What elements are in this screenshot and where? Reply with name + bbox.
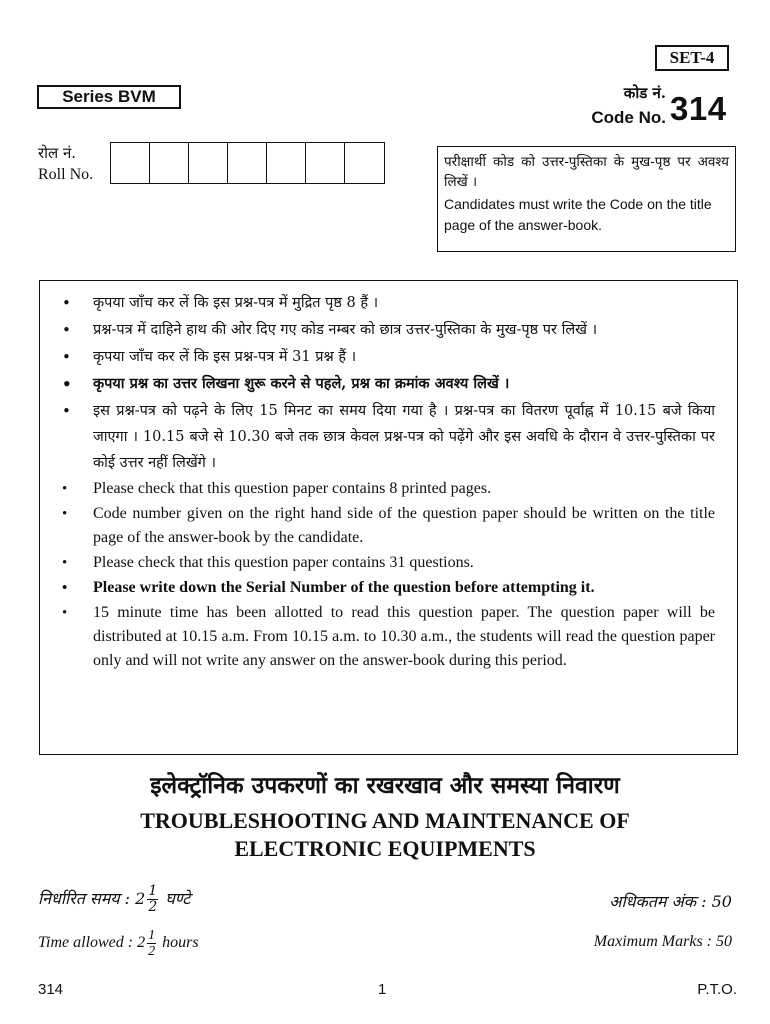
instruction-item: • Please check that this question paper contains 8 printed pages. xyxy=(93,477,715,501)
maximum-marks-hindi: अधिकतम अंक : 50 xyxy=(609,892,732,911)
instruction-item: • Please check that this question paper contains 31 questions. xyxy=(93,551,715,575)
footer-pto: P.T.O. xyxy=(697,981,737,998)
subject-title-english-line1: TROUBLESHOOTING AND MAINTENANCE OF xyxy=(140,808,630,833)
roll-number-cell[interactable] xyxy=(150,143,189,183)
maximum-marks-english: Maximum Marks : 50 xyxy=(593,933,732,950)
series-box: Series BVM xyxy=(37,85,181,109)
time-english-suffix: hours xyxy=(162,934,199,952)
fraction-half xyxy=(147,928,156,959)
code-label-hindi: कोड नं. xyxy=(623,84,666,102)
time-allowed-english xyxy=(38,928,199,959)
roll-number-boxes[interactable] xyxy=(110,142,385,184)
code-instruction-box xyxy=(437,146,736,252)
roll-number-cell[interactable] xyxy=(189,143,228,183)
instruction-item: • प्रश्न-पत्र में दाहिने हाथ की ओर दिए गए कोड नम्बर को छात्र उत्तर-पुस्तिका के मुख-पृष्ठ पर लिखें । xyxy=(93,317,715,343)
instructions-box xyxy=(39,280,738,755)
code-note-english: Candidates must write the Code on the title page of the answer-book. xyxy=(444,196,712,233)
instruction-item: • 15 minute time has been allotted to read this question paper. The question paper will be distributed at 10.15 a.m. From 10.15 a.m. to 10.30 a.m., the students will read the question paper only and will not write any answer on the answer-book during this period. xyxy=(93,601,715,673)
instruction-item: • कृपया जाँच कर लें कि इस प्रश्न-पत्र में 31 प्रश्न हैं । xyxy=(93,344,715,370)
code-note-hindi: परीक्षार्थी कोड को उत्तर-पुस्तिका के मुख-पृष्ठ पर अवश्य लिखें । xyxy=(444,154,729,190)
time-allowed-hindi xyxy=(38,884,190,915)
fraction-half xyxy=(147,884,158,915)
roll-number-cell[interactable] xyxy=(306,143,345,183)
roll-number-cell[interactable] xyxy=(111,143,150,183)
code-number: 314 xyxy=(670,90,727,127)
footer-code: 314 xyxy=(38,981,64,998)
fraction-denominator: 2 xyxy=(148,899,158,915)
set-number-box: SET-4 xyxy=(655,45,729,71)
roll-label-hindi: रोल नं. xyxy=(38,144,77,162)
instruction-item: • कृपया जाँच कर लें कि इस प्रश्न-पत्र में मुद्रित पृष्ठ 8 हैं । xyxy=(93,290,715,316)
roll-number-cell[interactable] xyxy=(267,143,306,183)
fraction-numerator: 1 xyxy=(148,883,158,899)
time-hindi-suffix: घण्टे xyxy=(165,889,191,908)
roll-label-english: Roll No. xyxy=(38,166,94,183)
footer-page-number: 1 xyxy=(378,981,387,998)
roll-number-cell[interactable] xyxy=(345,143,384,183)
instruction-item: • Please write down the Serial Number of the question before attempting it. xyxy=(93,576,715,600)
code-label-english: Code No. xyxy=(591,108,666,127)
instruction-item: • Code number given on the right hand side of the question paper should be written on the title page of the answer-book by the candidate. xyxy=(93,502,715,550)
time-hindi-prefix: निर्धारित समय : 2 xyxy=(38,889,146,908)
fraction-denominator: 2 xyxy=(148,944,156,959)
roll-number-cell[interactable] xyxy=(228,143,267,183)
fraction-numerator: 1 xyxy=(148,928,156,943)
subject-title-english-line2: ELECTRONIC EQUIPMENTS xyxy=(234,836,536,861)
instructions-list xyxy=(40,281,737,673)
time-english-prefix: Time allowed : 2 xyxy=(38,934,146,952)
instruction-item: • कृपया प्रश्न का उत्तर लिखना शुरू करने से पहले, प्रश्न का क्रमांक अवश्य लिखें । xyxy=(93,371,715,397)
instruction-item: • इस प्रश्न-पत्र को पढ़ने के लिए 15 मिनट का समय दिया गया है । प्रश्न-पत्र का वितरण पूर्वाह्न में 10.15 बजे किया जाएगा । 10.15 बजे से 10.30 बजे तक छात्र केवल प्रश्न-पत्र को पढ़ेंगे और इस अवधि के दौरान वे उत्तर-पुस्तिका पर कोई उत्तर नहीं लिखेंगे । xyxy=(93,398,715,476)
subject-title-hindi: इलेक्ट्रॉनिक उपकरणों का रखरखाव और समस्या निवारण xyxy=(150,772,620,799)
